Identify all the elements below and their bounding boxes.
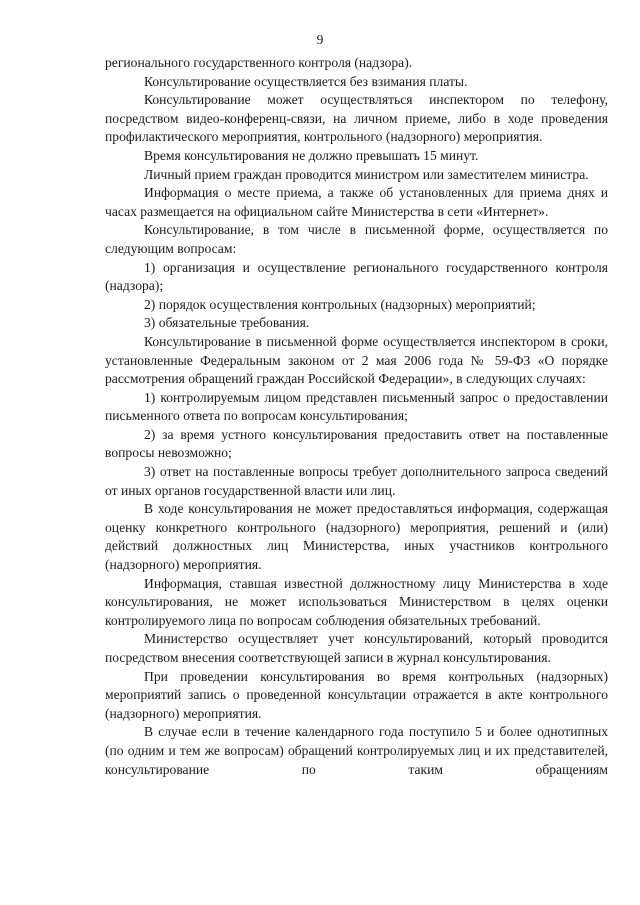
document-body <box>105 54 608 779</box>
paragraph: Информация, ставшая известной должностному лицу Министерства в ходе консультирования, не может использоваться Министерством в целях оценки контролируемого лица по вопросам соблюдения обязательных требований. <box>105 575 608 628</box>
list-item: 1) контролируемым лицом представлен письменный запрос о предоставлении письменного ответа по вопросам консультирования; <box>105 389 608 424</box>
paragraph: Время консультирования не должно превышать 15 минут. <box>144 147 479 163</box>
list-item: 2) за время устного консультирования предоставить ответ на поставленные вопросы невозможно; <box>105 426 608 461</box>
paragraph: В ходе консультирования не может предоставляться информация, содержащая оценку конкретного контрольного (надзорного) мероприятия, решений и (или) действий должностных лиц Министерства, иных участников контрольного (надзорного) мероприятия. <box>105 501 608 573</box>
paragraph: Консультирование осуществляется без взимания платы. <box>144 73 468 89</box>
paragraph: регионального государственного контроля (надзора). <box>105 55 413 70</box>
paragraph: Консультирование в письменной форме осуществляется инспектором в сроки, установленные Федеральным законом от 2 мая 2006 года № 59-ФЗ «О порядке рассмотрения обращений граждан Российской Федерации», в следующих случаях: <box>105 333 608 387</box>
page-number: 9 <box>316 32 324 47</box>
paragraph: Консультирование, в том числе в письменной форме, осуществляется по следующим вопросам: <box>105 222 608 256</box>
list-item: 2) порядок осуществления контрольных (надзорных) мероприятий; <box>144 296 536 312</box>
list-item: 3) обязательные требования. <box>144 315 310 331</box>
list-item: 1) организация и осуществление регионального государственного контроля (надзора); <box>105 259 608 294</box>
paragraph: В случае если в течение календарного года поступило 5 и более однотипных (по одним и тем же вопросам) обращений контролируемых лиц и их представителей, консультирование по таким обращениям <box>105 724 608 777</box>
paragraph: Консультирование может осуществляться инспектором по телефону, посредством видео-конференц-связи, на личном приеме, либо в ходе проведения профилактического мероприятия, контрольного (надзорного) мероприятия. <box>105 92 608 145</box>
paragraph: Личный прием граждан проводится министром или заместителем министра. <box>144 166 589 182</box>
list-item: 3) ответ на поставленные вопросы требует дополнительного запроса сведений от иных органов государственной власти или лиц. <box>105 464 608 498</box>
paragraph: При проведении консультирования во время контрольных (надзорных) мероприятий запись о проведенной консультации отражается в акте контрольного (надзорного) мероприятия. <box>105 668 608 721</box>
paragraph: Информация о месте приема, а также об установленных для приема днях и часах размещается на официальном сайте Министерства в сети «Интернет». <box>105 185 608 219</box>
paragraph: Министерство осуществляет учет консультирований, который проводится посредством внесения соответствующей записи в журнал консультирования. <box>105 631 608 665</box>
